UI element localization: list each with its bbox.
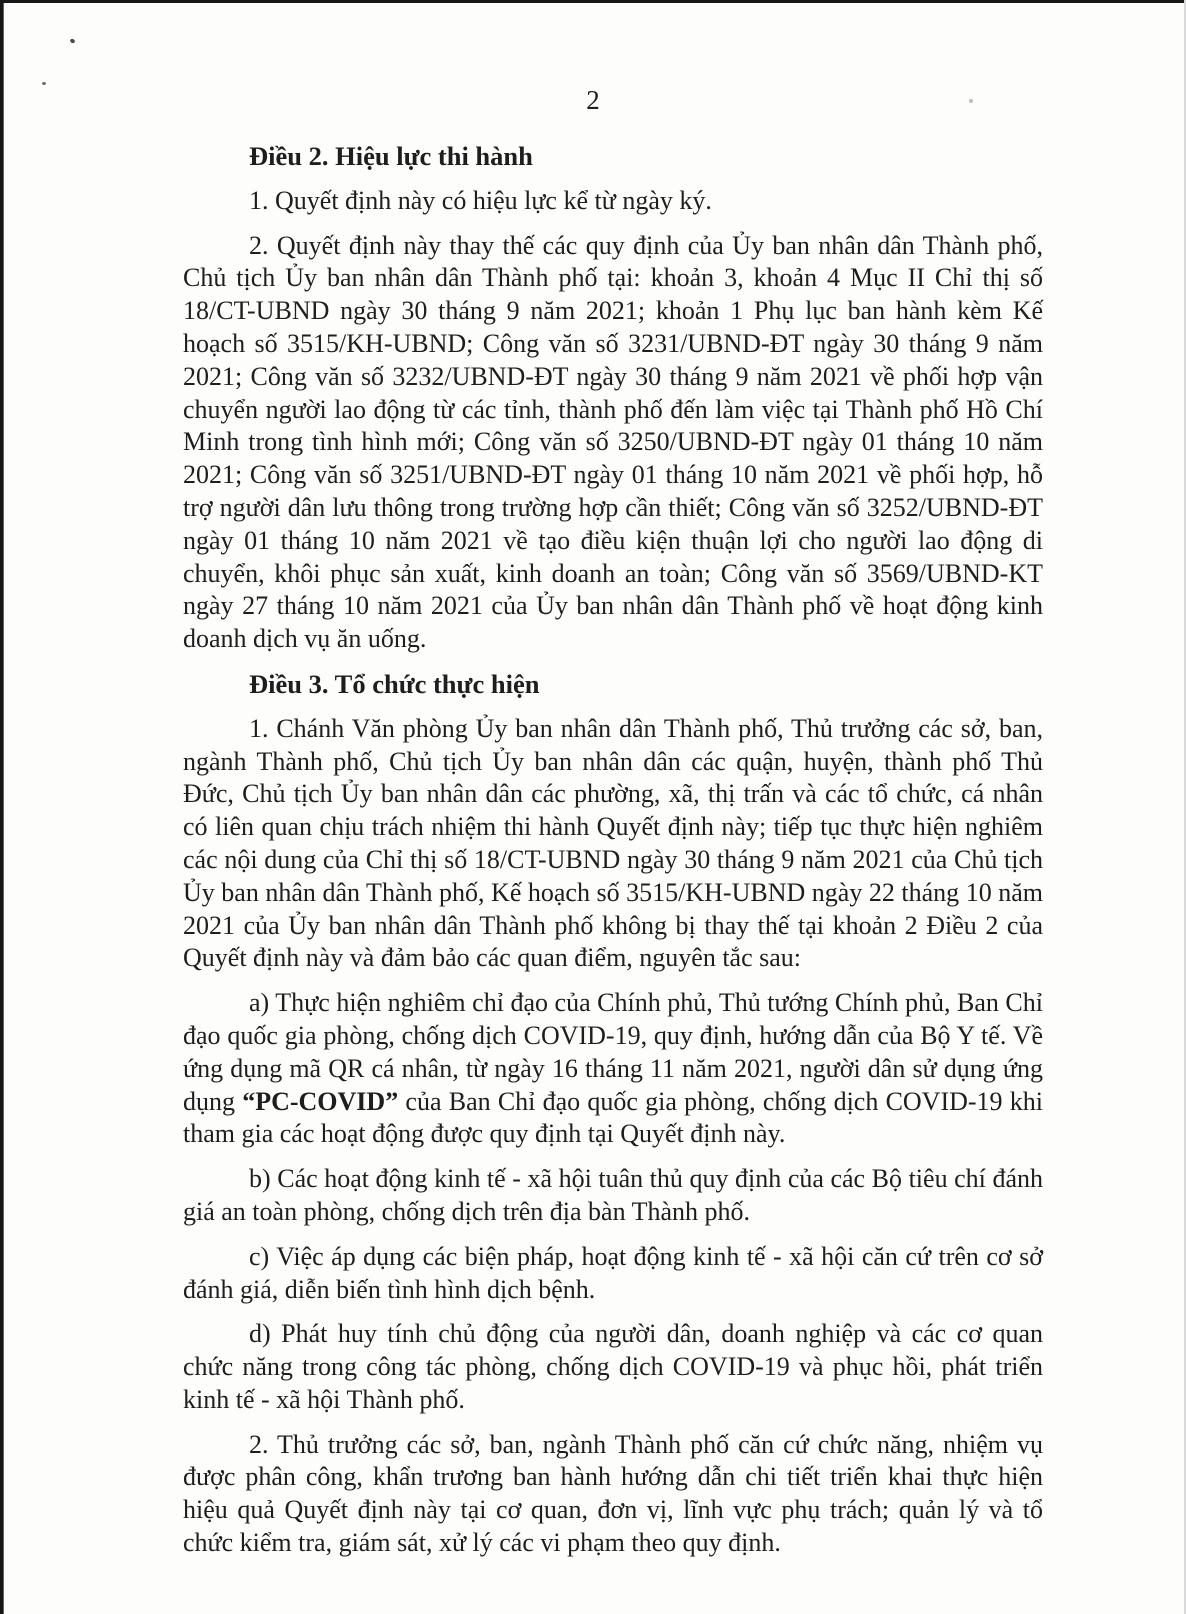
para-dieu3-diem-a <box>183 987 1043 1151</box>
page-number: 2 <box>586 85 600 115</box>
diem-a-text-after-bold: của Ban Chỉ đạo quốc gia phòng, chống dịch COVID-19 khi tham gia các hoạt động được quy định tại Quyết định này. <box>183 1086 1043 1149</box>
heading-dieu-2: Điều 2. Hiệu lực thi hành <box>249 141 533 171</box>
para-dieu3-diem-b: b) Các hoạt động kinh tế - xã hội tuân thủ quy định của các Bộ tiêu chí đánh giá an toàn phòng, chống dịch trên địa bàn Thành phố. <box>183 1164 1043 1226</box>
para-dieu3-diem-d: d) Phát huy tính chủ động của người dân, doanh nghiệp và các cơ quan chức năng trong công tác phòng, chống dịch COVID-19 và phục hồi, phát triển kinh tế - xã hội Thành phố. <box>183 1319 1043 1414</box>
diem-a-text-before-bold: a) Thực hiện nghiêm chỉ đạo của Chính phủ, Thủ tướng Chính phủ, Ban Chỉ đạo quốc gia phòng, chống dịch COVID-19, quy định, hướng dẫn của Bộ Y tế. Về ứng dụng mã QR cá nhân, từ ngày 16 tháng 11 năm 2021, người dân sử dụng ứng dụng <box>183 988 1043 1116</box>
para-dieu2-khoan2: 2. Quyết định này thay thế các quy định của Ủy ban nhân dân Thành phố, Chủ tịch Ủy ban nhân dân Thành phố tại: khoản 3, khoản 4 Mục II Chỉ thị số 18/CT-UBND ngày 30 tháng 9 năm 2021; khoản 1 Phụ lục ban hành kèm Kế hoạch số 3515/KH-UBND; Công văn số 3231/UBND-ĐT ngày 30 tháng 9 năm 2021; Công văn số 3232/UBND-ĐT ngày 30 tháng 9 năm 2021 về phối hợp vận chuyển người lao động từ các tỉnh, thành phố đến làm việc tại Thành phố Hồ Chí Minh trong tình hình mới; Công văn số 3250/UBND-ĐT ngày 01 tháng 10 năm 2021; Công văn số 3251/UBND-ĐT ngày 01 tháng 10 năm 2021 về phối hợp, hỗ trợ người dân lưu thông trong trường hợp cần thiết; Công văn số 3252/UBND-ĐT ngày 01 tháng 10 năm 2021 về tạo điều kiện thuận lợi cho người lao động di chuyển, khôi phục sản xuất, kinh doanh an toàn; Công văn số 3569/UBND-KT ngày 27 tháng 10 năm 2021 của Ủy ban nhân dân Thành phố về hoạt động kinh doanh dịch vụ ăn uống. <box>183 230 1043 654</box>
scan-speck <box>69 38 75 44</box>
para-dieu3-khoan1: 1. Chánh Văn phòng Ủy ban nhân dân Thành phố, Thủ trưởng các sở, ban, ngành Thành phố, Chủ tịch Ủy ban nhân dân các quận, huyện, thành phố Thủ Đức, Chủ tịch Ủy ban nhân dân các phường, xã, thị trấn và các tổ chức, cá nhân có liên quan chịu trách nhiệm thi hành Quyết định này; tiếp tục thực hiện nghiêm các nội dung của Chỉ thị số 18/CT-UBND ngày 30 tháng 9 năm 2021 của Chủ tịch Ủy ban nhân dân Thành phố, Kế hoạch số 3515/KH-UBND ngày 22 tháng 10 năm 2021 của Ủy ban nhân dân Thành phố không bị thay thế tại khoản 2 Điều 2 của Quyết định này và đảm bảo các quan điểm, nguyên tắc sau: <box>183 713 1043 973</box>
pc-covid-bold-text: “PC-COVID” <box>242 1086 399 1116</box>
document-body <box>183 140 1043 1572</box>
scan-edge-top <box>0 0 1186 3</box>
para-dieu2-khoan1: 1. Quyết định này có hiệu lực kể từ ngày ký. <box>249 185 712 215</box>
para-dieu3-diem-c: c) Việc áp dụng các biện pháp, hoạt động kinh tế - xã hội căn cứ trên cơ sở đánh giá, diễn biến tình hình dịch bệnh. <box>183 1241 1043 1304</box>
heading-dieu-3: Điều 3. Tổ chức thực hiện <box>249 668 540 699</box>
scan-edge-left <box>0 0 4 1614</box>
para-dieu3-khoan2: 2. Thủ trưởng các sở, ban, ngành Thành phố căn cứ chức năng, nhiệm vụ được phân công, khẩn trương ban hành hướng dẫn chi tiết triển khai thực hiện hiệu quả Quyết định này tại cơ quan, đơn vị, lĩnh vực phụ trách; quản lý và tổ chức kiểm tra, giám sát, xử lý các vi phạm theo quy định. <box>183 1429 1043 1558</box>
